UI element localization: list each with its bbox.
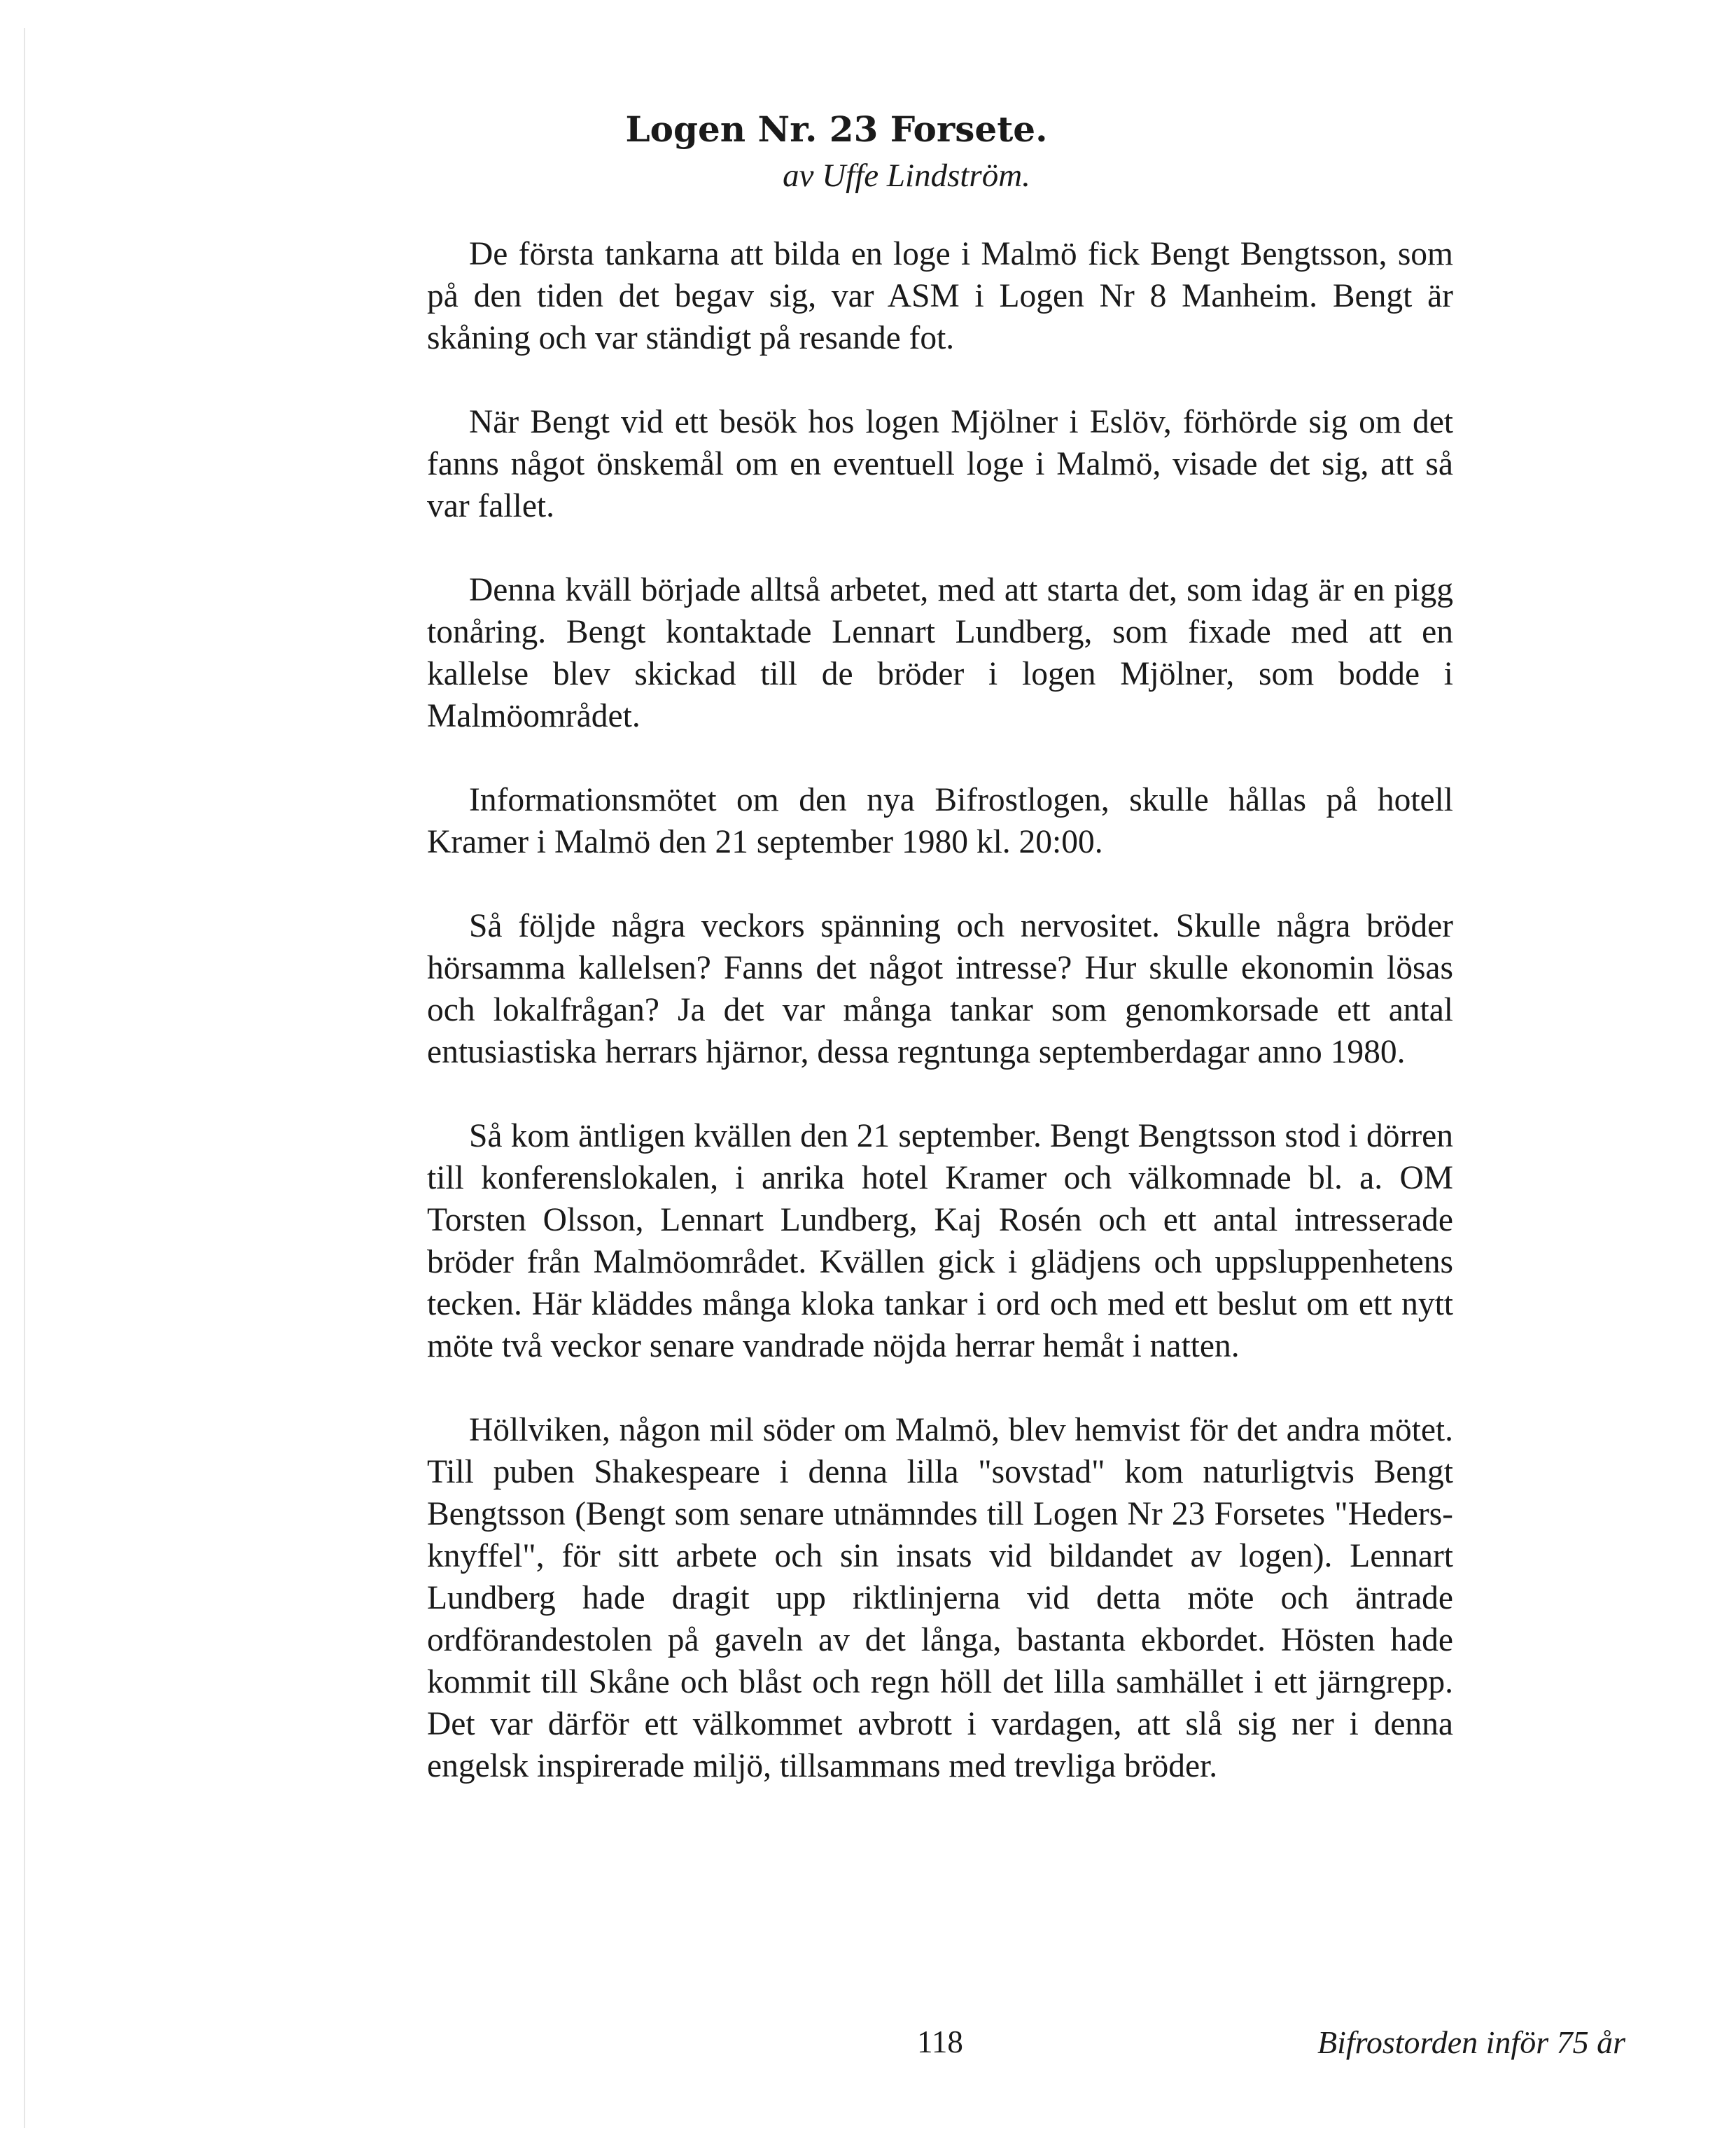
article-author: av Uffe Lindström. (783, 158, 1030, 194)
running-footer-title: Bifrostorden inför 75 år (1317, 2024, 1625, 2060)
article-body (427, 233, 1453, 1829)
paragraph: Så följde några veckors spänning och nervositet. Skulle några bröder hörsamma kallelsen? Fanns det något intresse? Hur skulle ekonomin lösas och lokalfrågan? Ja det var många tankar som genomkorsade ett antal entusiastiska herrars hjärnor, dessa regntunga septemberdagar anno 1980. (427, 908, 1453, 1070)
paragraph: Höllviken, någon mil söder om Malmö, blev hemvist för det andra mötet. Till puben Shakespeare i denna lilla "sovstad" kom naturligtvis Bengt Bengtsson (Bengt som senare utnämndes till Logen Nr 23 Forsetes "Heders-knyffel", för sitt arbete och sin insats vid bildandet av logen). Lennart Lundberg hade dragit upp riktlinjerna vid detta möte och äntrade ordförandestolen på gaveln av det långa, bastanta ekbordet. Hösten hade kommit till Skåne och blåst och regn höll det lilla samhället i ett järngrepp. Det var därför ett välkommet avbrott i vardagen, att slå sig ner i denna engelsk inspirerade miljö, tillsammans med trevliga bröder. (427, 1412, 1453, 1784)
paragraph: Informationsmötet om den nya Bifrostlogen, skulle hållas på hotell Kramer i Malmö den 21 september 1980 kl. 20:00. (427, 782, 1453, 860)
page-edge-line (24, 28, 25, 2128)
paragraph: När Bengt vid ett besök hos logen Mjölner i Eslöv, förhörde sig om det fanns något önskemål om en eventuell loge i Malmö, visade det sig, att så var fallet. (427, 404, 1453, 524)
paragraph: Denna kväll började alltså arbetet, med att starta det, som idag är en pigg tonåring. Bengt kontaktade Lennart Lundberg, som fixade med att en kallelse blev skickad till de bröder i logen Mjölner, som bodde i Malmöområdet. (427, 572, 1453, 734)
paragraph: Så kom äntligen kvällen den 21 september. Bengt Bengtsson stod i dörren till konferenslokalen, i anrika hotel Kramer och välkomnade bl. a. OM Torsten Olsson, Lennart Lundberg, Kaj Rosén och ett antal intresserade bröder från Malmöområdet. Kvällen gick i glädjens och uppsluppenhetens tecken. Här kläddes många kloka tankar i ord och med ett beslut om ett nytt möte två veckor senare vandrade nöjda herrar hemåt i natten. (427, 1118, 1453, 1364)
article-heading (0, 105, 1736, 197)
paragraph: De första tankarna att bilda en loge i Malmö fick Bengt Bengtsson, som på den tiden det begav sig, var ASM i Logen Nr 8 Manheim. Bengt är skåning och var ständigt på resande fot. (427, 236, 1453, 356)
page-number: 118 (917, 2024, 963, 2059)
article-title: Logen Nr. 23 Forsete. (625, 108, 1048, 150)
